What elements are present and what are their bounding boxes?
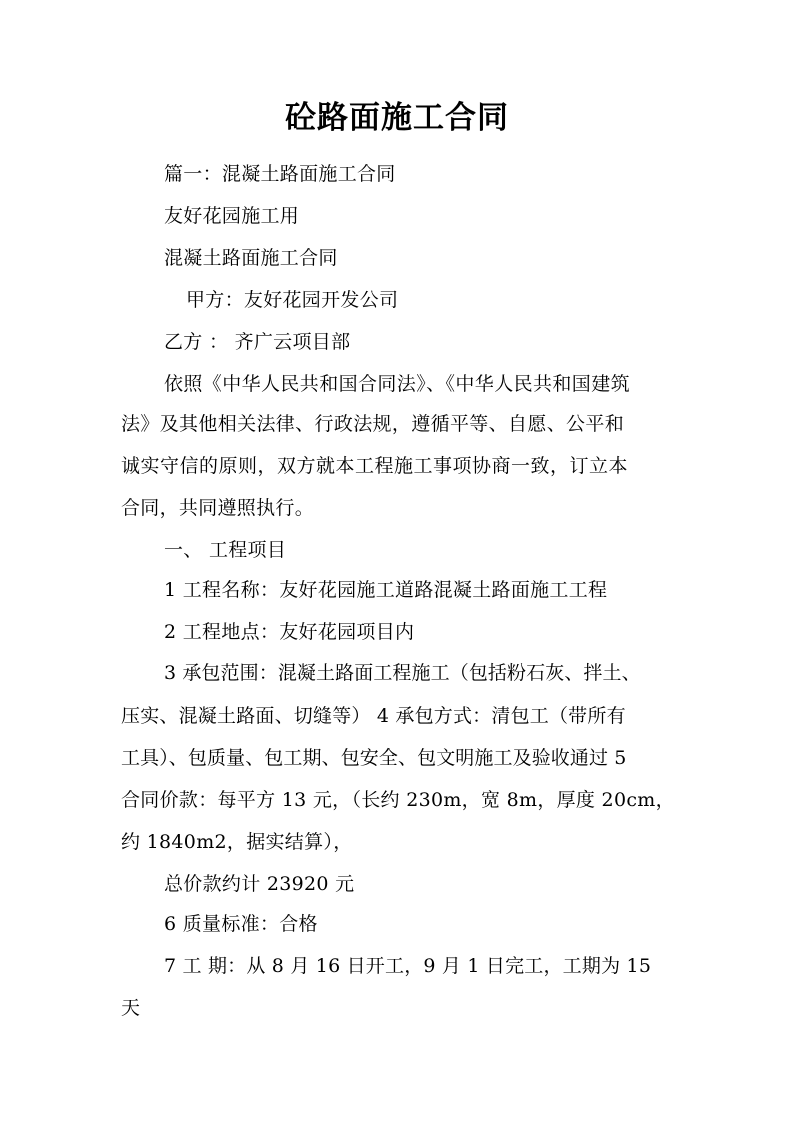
schedule-line: 7 工 期：从 8 月 16 日开工，9 月 1 日完工，工期为 15 bbox=[164, 955, 652, 977]
clause-line: 3 承包范围：混凝土路面工程施工（包括粉石灰、拌土、 bbox=[164, 662, 641, 684]
party-b-line: 乙方 ： 齐广云项目部 bbox=[164, 331, 351, 353]
preamble-line: 法》及其他相关法律、行政法规，遵循平等、自愿、公平和 bbox=[121, 413, 625, 435]
subtitle-line: 友好花园施工用 bbox=[164, 205, 300, 227]
clause-line: 合同价款：每平方 13 元，（长约 230m，宽 8m，厚度 20cm， bbox=[121, 789, 675, 811]
contract-name-line: 混凝土路面施工合同 bbox=[164, 247, 338, 269]
schedule-line: 天 bbox=[121, 997, 141, 1019]
preamble-line: 依照《中华人民共和国合同法》、《中华人民共和国建筑 bbox=[164, 373, 631, 395]
clause-line: 工具）、包质量、包工期、包安全、包文明施工及验收通过 5 bbox=[121, 747, 627, 769]
article-heading: 一、 工程项目 bbox=[164, 539, 287, 561]
clause-line: 2 工程地点：友好花园项目内 bbox=[164, 621, 415, 643]
section-heading-line: 篇一：混凝土路面施工合同 bbox=[164, 163, 396, 185]
party-a-line: 甲方：友好花园开发公司 bbox=[186, 289, 399, 311]
clause-line: 压实、混凝土路面、切缝等） 4 承包方式：清包工（带所有 bbox=[121, 705, 626, 727]
quality-standard-line: 6 质量标准：合格 bbox=[164, 913, 318, 935]
clause-line: 1 工程名称：友好花园施工道路混凝土路面施工工程 bbox=[164, 579, 608, 601]
total-price-line: 总价款约计 23920 元 bbox=[164, 873, 355, 895]
document-title: 砼路面施工合同 bbox=[285, 100, 509, 136]
preamble-line: 诚实守信的原则，双方就本工程施工事项协商一致，订立本 bbox=[121, 455, 629, 477]
preamble-line: 合同，共同遵照执行。 bbox=[121, 497, 315, 519]
clause-line: 约 1840m2，据实结算）， bbox=[121, 831, 353, 853]
